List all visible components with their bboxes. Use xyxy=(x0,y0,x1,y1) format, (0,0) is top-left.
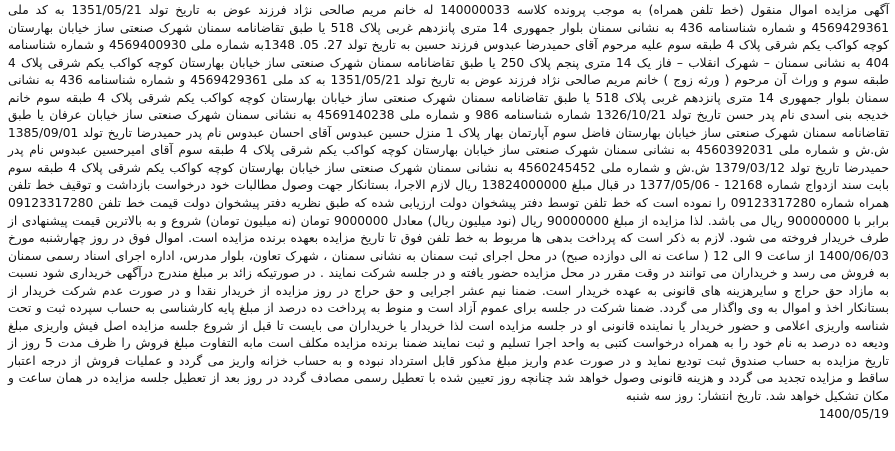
auction-notice-body: آگهی مزایده اموال منقول (خط تلفن همراه) به موجب پرونده کلاسه 140000033 له خانم مریم صالحی نژاد فرزند عوض به تاریخ تولد 1351/05/21 به کد ملی 4569429361 و شماره شناسنامه 436 به نشانی سمنان بلوار جمهوری 14 متری پانزدهم غربی پلاک 518 یا طبق تقاضانامه سمنان شهرک صنعتی ساز خیابان بهارستان کوچه کواکب یکم شرقی پلاک 4 طبقه سوم علیه مرحوم آقای حمیدرضا عبدوس فرزند حسین به تاریخ تولد 27. 05. 1348به شماره ملی 4569400930 و شماره شناسنامه 404 به نشانی سمنان – شهرک انقلاب – فاز یک 14 متری پنجم پلاک 250 یا طبق تقاضانامه سمنان شهرک صنعتی ساز خیابان بهارستان کوچه کواکب یکم شرقی پلاک 4 طبقه سوم و وراث آن مرحوم ( ورثه زوج ) خانم مریم صالحی نژاد فرزند عوض به تاریخ تولد 1351/05/21 به کد ملی 4569429361 و شماره شناسنامه 436 به نشانی سمنان بلوار جمهوری 14 متری پانزدهم غربی پلاک 518 یا طبق تقاضانامه سمنان شهرک صنعتی ساز خیابان بهارستان کوچه کواکب یکم شرقی پلاک 4 طبقه سوم خانم خدیجه بنی اسدی نام پدر حسن تاریخ تولد 1326/10/21 شماره شناسنامه 986 و شماره ملی 4569140238 به نشانی سمنان شهرک صنعتی ساز خیابان عرفان یا طبق تقاضانامه سمنان شهرک صنعتی ساز خیابان بهارستان فاضل سوم آپارتمان بهار پلاک 1 منزل حسین عبدوس آقای احسان عبدوس نام پدر حمیدرضا تاریخ تولد 1385/09/01 ش.ش و شماره ملی 4560392031 به نشانی سمنان شهرک صنعتی ساز خیابان بهارستان کوچه کواکب یکم شرقی پلاک 4 طبقه سوم آقای امیرحسین عبدوس نام پدر حمیدرضا تاریخ تولد 1379/03/12 ش.ش و شماره ملی 4560245452 به نشانی سمنان شهرک صنعتی ساز خیابان بهارستان کوچه کواکب یکم شرقی پلاک 4 طبقه سوم بابت سند ازدواج شماره 12168 - 1377/05/06 در قبال مبلغ 13824000000 ریال لازم الاجرا، بستانکار جهت وصول مطالبات خود درخواست بازداشت و توقیف خط تلفن همراه شماره 09123317280 را نموده است که خط تلفن توسط دفتر پیشخوان دولت ارزیابی شده که طبق نظریه دفتر پیشخوان دولت قیمت خط تلفن 09123317280 برابر با 90000000 ریال می باشد. لذا مزایده از مبلغ 90000000 ریال (نود میلیون ریال) معادل 9000000 تومان (نه میلیون تومان) شروع و به بالاترین قیمت پیشنهادی از طرف خریدار فروخته می شود. لازم به ذکر است که پرداخت بدهی ها مربوط به خط تلفن فوق تا تاریخ مزایده بعهده برنده مزایده است. اموال فوق در روز چهارشنبه مورخ 1400/06/03 از ساعت 9 الی 12 ( ساعت نه الی دوازده صبح) در محل اجرای ثبت سمنان به نشانی سمنان ، شهرک تعاون، بلوار مدرس، اداره اجرای اسناد رسمی سمنان به فروش می رسد و خریداران می توانند در وقت مقرر در محل مزایده حضور یافته و در جلسه شرکت نمایند . در صورتیکه زائد بر مبلغ مندرج درآگهی خریداری شود نسبت به مازاد حق حراج و سایرهزینه های قانونی به عهده خریدار است. ضمنا نیم عشر اجرایی و حق حراج در روز مزایده از خریدار نقدا و در صورت عدم شرکت خریدار از بستانکار اخذ و اموال به وی واگذار می گردد. ضمنا شرکت در جلسه برای عموم آزاد است و منوط به پرداخت ده درصد از مبلغ پایه کارشناسی به حساب سپرده ثبت و تحت شناسه واریزی اعلامی و حضور خریدار یا نماینده قانونی او در جلسه مزایده است لذا خریدار یا خریداران می بایست تا قبل از شروع جلسه مزایده اصل فیش واریزی مبلغ ودیعه ده درصد به نام خود را به همراه درخواست کتبی به واحد اجرا تسلیم و ثبت نمایند ضمنا برنده مزایده مکلف است مابه التفاوت مبلغ فروش را ظرف مدت 5 روز از تاریخ مزایده به حساب صندوق ثبت تودیع نماید و در صورت عدم واریز مبلغ مذکور قابل استرداد نبوده و به حساب خزانه واریز می گردد و عملیات فروش از درجه اعتبار ساقط و مزایده تجدید می گردد و هزینه قانونی وصول خواهد شد چنانچه روز تعیین شده با تعطیل رسمی مصادف گردد در روز بعد از تعطیل جلسه مزایده در همان ساعت و مکان تشکیل خواهد شد. تاریخ انتشار: روز سه شنبه xyxy=(8,3,890,404)
publication-date: 1400/05/19 xyxy=(818,406,889,421)
